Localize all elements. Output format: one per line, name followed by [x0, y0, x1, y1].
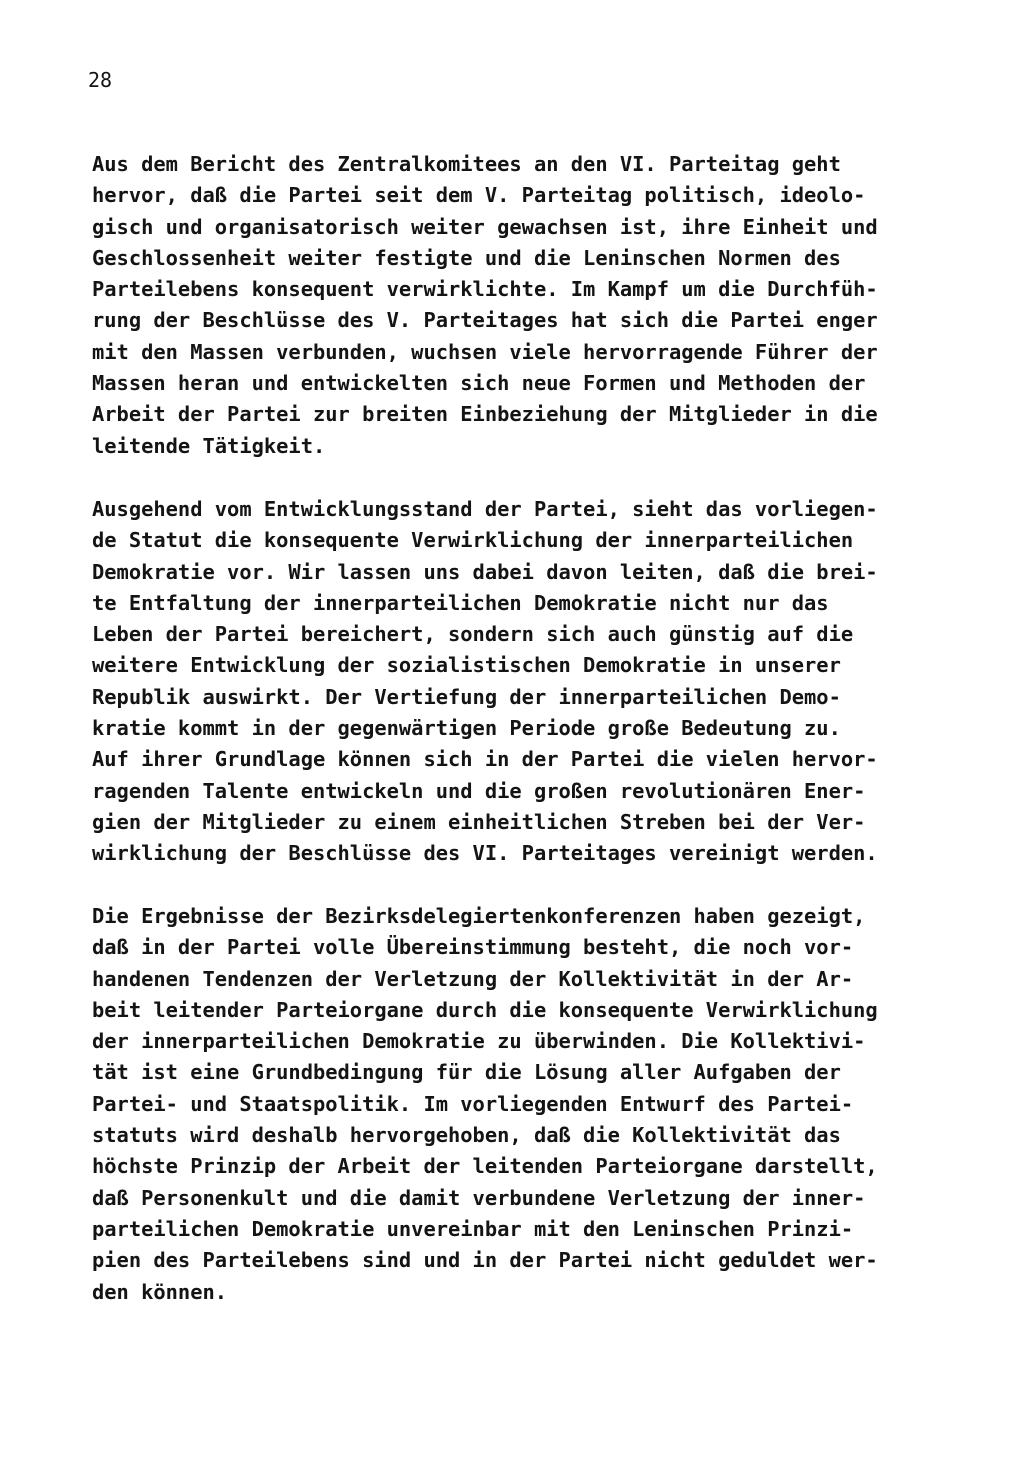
text-line: Ausgehend vom Entwicklungsstand der Partei, sieht das vorliegen-: [92, 497, 878, 521]
page-number: 28: [88, 68, 113, 92]
text-line: gisch und organisatorisch weiter gewachsen ist, ihre Einheit und: [92, 214, 878, 239]
text-line: gien der Mitglieder zu einem einheitlichen Streben bei der Ver-: [92, 809, 866, 834]
paragraph-3: [92, 901, 922, 1308]
paragraph-1: [92, 149, 922, 462]
text-line: den können.: [92, 1279, 228, 1304]
text-line: kratie kommt in der gegenwärtigen Periode große Bedeutung zu.: [92, 716, 841, 741]
text-line: höchste Prinzip der Arbeit der leitenden Parteiorgane darstellt,: [92, 1154, 878, 1179]
text-line: rung der Beschlüsse des V. Parteitages hat sich die Partei enger: [92, 308, 878, 333]
text-line: Auf ihrer Grundlage können sich in der Partei die vielen hervor-: [92, 747, 878, 772]
text-line: daß in der Partei volle Übereinstimmung besteht, die noch vor-: [92, 935, 854, 960]
text-line: wirklichung der Beschlüsse des VI. Parteitages vereinigt werden.: [92, 841, 878, 866]
text-line: ragenden Talente entwickeln und die großen revolutionären Ener-: [92, 778, 866, 803]
text-line: Demokratie vor. Wir lassen uns dabei davon leiten, daß die brei-: [92, 559, 878, 584]
text-line: hervor, daß die Partei seit dem V. Parteitag politisch, ideolo-: [92, 183, 866, 208]
text-line: Geschlossenheit weiter festigte und die Leninschen Normen des: [92, 245, 841, 270]
text-line: Massen heran und entwickelten sich neue Formen und Methoden der: [92, 371, 866, 396]
text-line: beit leitender Parteiorgane durch die konsequente Verwirklichung: [92, 997, 878, 1022]
text-line: Parteilebens konsequent verwirklichte. Im Kampf um die Durchfüh-: [92, 277, 878, 302]
text-line: te Entfaltung der innerparteilichen Demokratie nicht nur das: [92, 590, 829, 615]
text-line: Aus dem Bericht des Zentralkomitees an den VI. Parteitag geht: [92, 152, 841, 176]
text-line: mit den Massen verbunden, wuchsen viele hervorragende Führer der: [92, 339, 878, 364]
text-line: daß Personenkult und die damit verbundene Verletzung der inner-: [92, 1185, 866, 1210]
text-line: Leben der Partei bereichert, sondern sich auch günstig auf die: [92, 622, 854, 647]
text-line: tät ist eine Grundbedingung für die Lösung aller Aufgaben der: [92, 1060, 841, 1085]
text-line: Partei- und Staatspolitik. Im vorliegenden Entwurf des Partei-: [92, 1091, 854, 1116]
text-line: statuts wird deshalb hervorgehoben, daß die Kollektivität das: [92, 1123, 841, 1148]
text-line: de Statut die konsequente Verwirklichung der innerparteilichen: [92, 528, 854, 553]
text-line: parteilichen Demokratie unvereinbar mit den Leninschen Prinzi-: [92, 1216, 854, 1241]
text-line: weitere Entwicklung der sozialistischen Demokratie in unserer: [92, 653, 841, 678]
text-line: handenen Tendenzen der Verletzung der Kollektivität in der Ar-: [92, 966, 854, 991]
text-line: Die Ergebnisse der Bezirksdelegiertenkonferenzen haben gezeigt,: [92, 904, 866, 928]
paragraph-2: [92, 494, 922, 870]
text-line: Republik auswirkt. Der Vertiefung der innerparteilichen Demo-: [92, 684, 841, 709]
text-line: leitende Tätigkeit.: [92, 433, 326, 458]
text-line: pien des Parteilebens sind und in der Partei nicht geduldet wer-: [92, 1248, 878, 1273]
text-line: Arbeit der Partei zur breiten Einbeziehung der Mitglieder in die: [92, 402, 878, 427]
text-line: der innerparteilichen Demokratie zu überwinden. Die Kollektivi-: [92, 1029, 866, 1054]
